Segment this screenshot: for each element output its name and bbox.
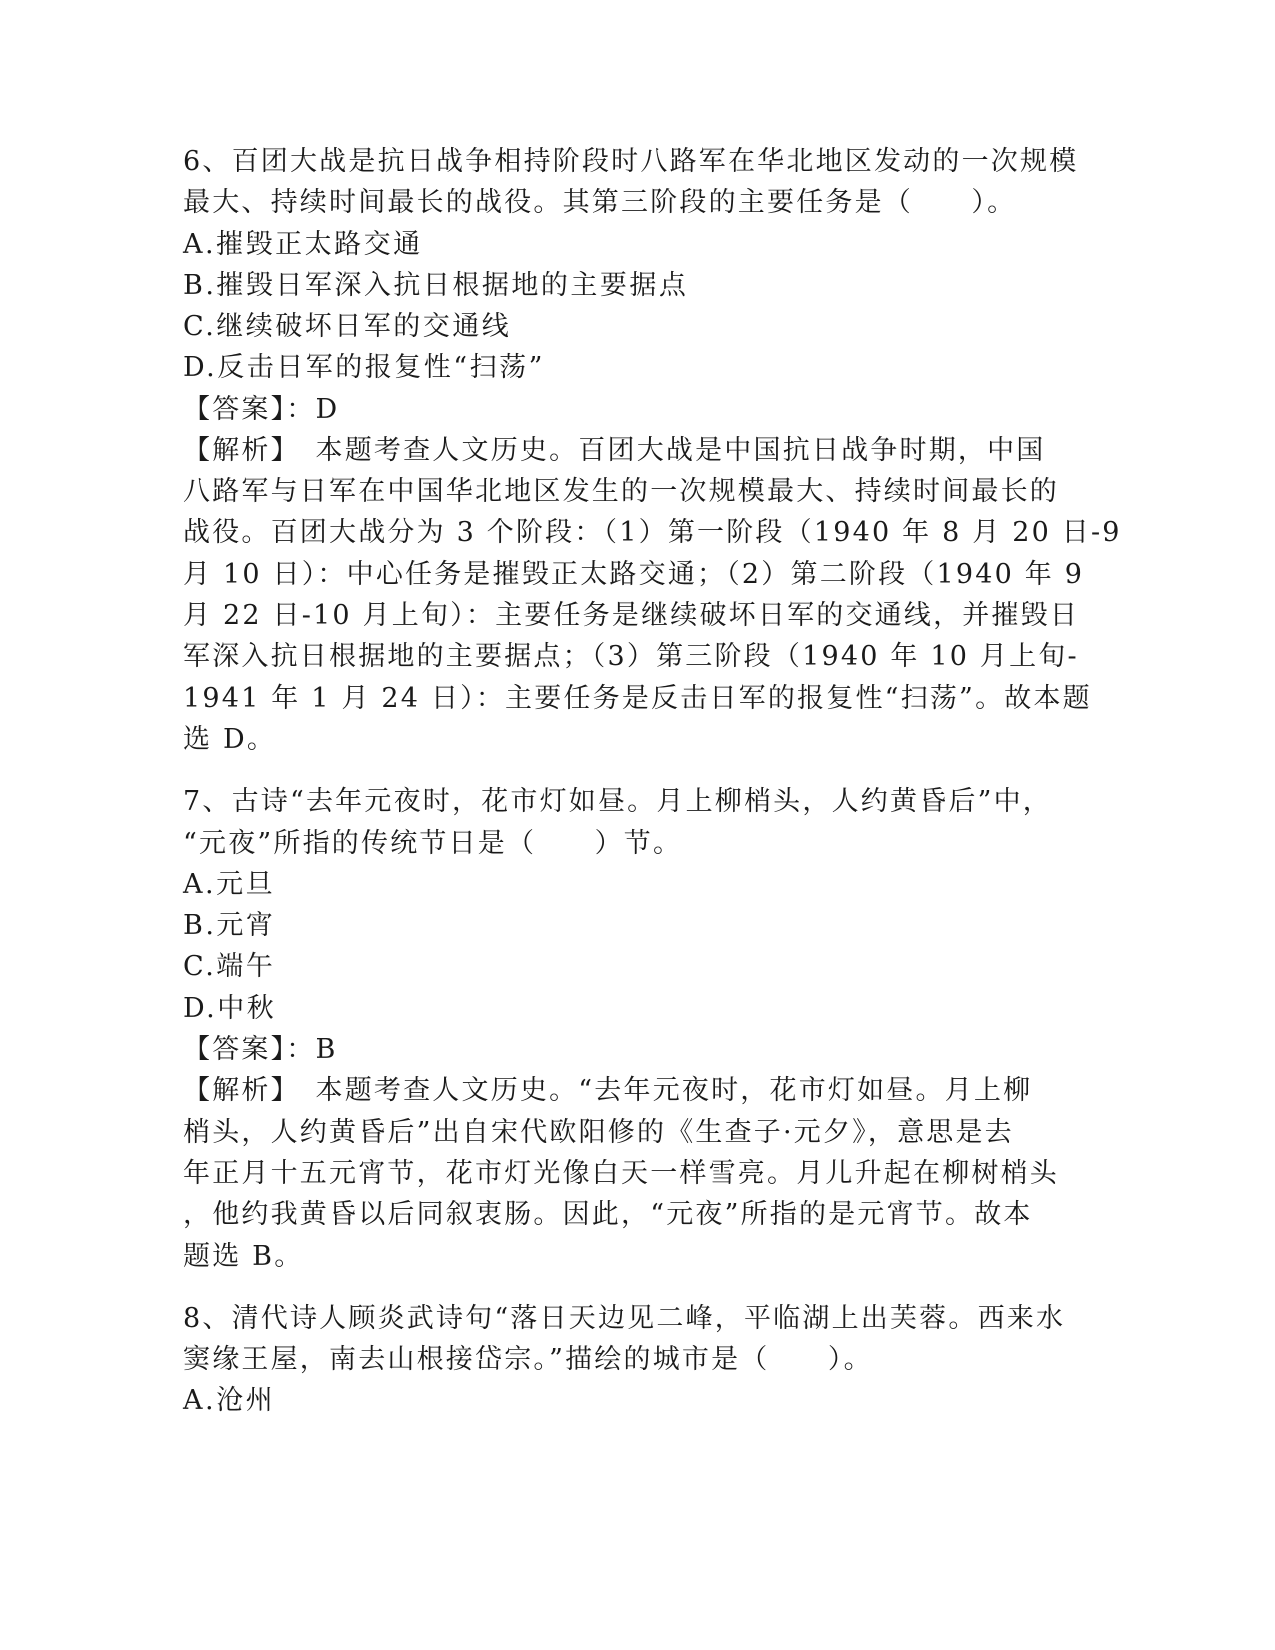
question-6-option-b: B.摧毁日军深入抗日根据地的主要据点 xyxy=(183,270,689,301)
question-6-option-a: A.摧毁正太路交通 xyxy=(183,229,423,260)
question-6-stem-line-2: 最大、持续时间最长的战役。其第三阶段的主要任务是（ ）。 xyxy=(183,187,1017,218)
question-6-analysis-line-7: 1941 年 1 月 24 日）：主要任务是反击日军的报复性“扫荡”。故本题 xyxy=(183,683,1092,714)
question-7-analysis-line-2: 梢头，人约黄昏后”出自宋代欧阳修的《生查子·元夕》，意思是去 xyxy=(183,1117,1014,1148)
question-7-stem-line-1: 7、古诗“去年元夜时，花市灯如昼。月上柳梢头，人约黄昏后”中， xyxy=(183,786,1052,817)
question-7-answer: 【答案】：B xyxy=(183,1034,338,1065)
question-6-analysis-line-6: 军深入抗日根据地的主要据点；（3）第三阶段（1940 年 10 月上旬- xyxy=(183,641,1079,672)
question-7-analysis-line-1: 【解析】 本题考查人文历史。“去年元夜时，花市灯如昼。月上柳 xyxy=(183,1075,1033,1106)
question-7-analysis-line-4: ，他约我黄昏以后同叙衷肠。因此，“元夜”所指的是元宵节。故本 xyxy=(183,1199,1033,1230)
question-8-option-a: A.沧州 xyxy=(183,1385,276,1416)
question-6-analysis-line-5: 月 22 日-10 月上旬）：主要任务是继续破坏日军的交通线，并摧毁日 xyxy=(183,600,1080,631)
question-6-analysis-line-2: 八路军与日军在中国华北地区发生的一次规模最大、持续时间最长的 xyxy=(183,476,1059,507)
question-7-analysis-line-3: 年正月十五元宵节，花市灯光像白天一样雪亮。月儿升起在柳树梢头 xyxy=(183,1158,1059,1189)
question-7-analysis-line-5: 题选 B。 xyxy=(183,1241,304,1272)
question-6-answer: 【答案】：D xyxy=(183,394,340,425)
question-6-stem-line-1: 6、百团大战是抗日战争相持阶段时八路军在华北地区发动的一次规模 xyxy=(183,146,1079,177)
question-6-analysis-line-4: 月 10 日）：中心任务是摧毁正太路交通；（2）第二阶段（1940 年 9 xyxy=(183,559,1085,590)
question-6-analysis-line-8: 选 D。 xyxy=(183,724,277,755)
question-7-option-d: D.中秋 xyxy=(183,993,277,1024)
question-8-stem-line-2: 窦缘王屋，南去山根接岱宗。”描绘的城市是（ ）。 xyxy=(183,1344,873,1375)
question-7-option-b: B.元宵 xyxy=(183,910,276,941)
question-8-stem-line-1: 8、清代诗人顾炎武诗句“落日天边见二峰，平临湖上出芙蓉。西来水 xyxy=(183,1303,1066,1334)
question-7-stem-line-2: “元夜”所指的传统节日是（ ）节。 xyxy=(183,828,683,859)
question-6-analysis-line-3: 战役。百团大战分为 3 个阶段：（1）第一阶段（1940 年 8 月 20 日-9 xyxy=(183,517,1122,548)
question-7-option-a: A.元旦 xyxy=(183,869,276,900)
question-6-analysis-line-1: 【解析】 本题考查人文历史。百团大战是中国抗日战争时期，中国 xyxy=(183,435,1046,466)
question-6-option-d: D.反击日军的报复性“扫荡” xyxy=(183,352,545,383)
question-7-option-c: C.端午 xyxy=(183,951,276,982)
question-6-option-c: C.继续破坏日军的交通线 xyxy=(183,311,512,342)
